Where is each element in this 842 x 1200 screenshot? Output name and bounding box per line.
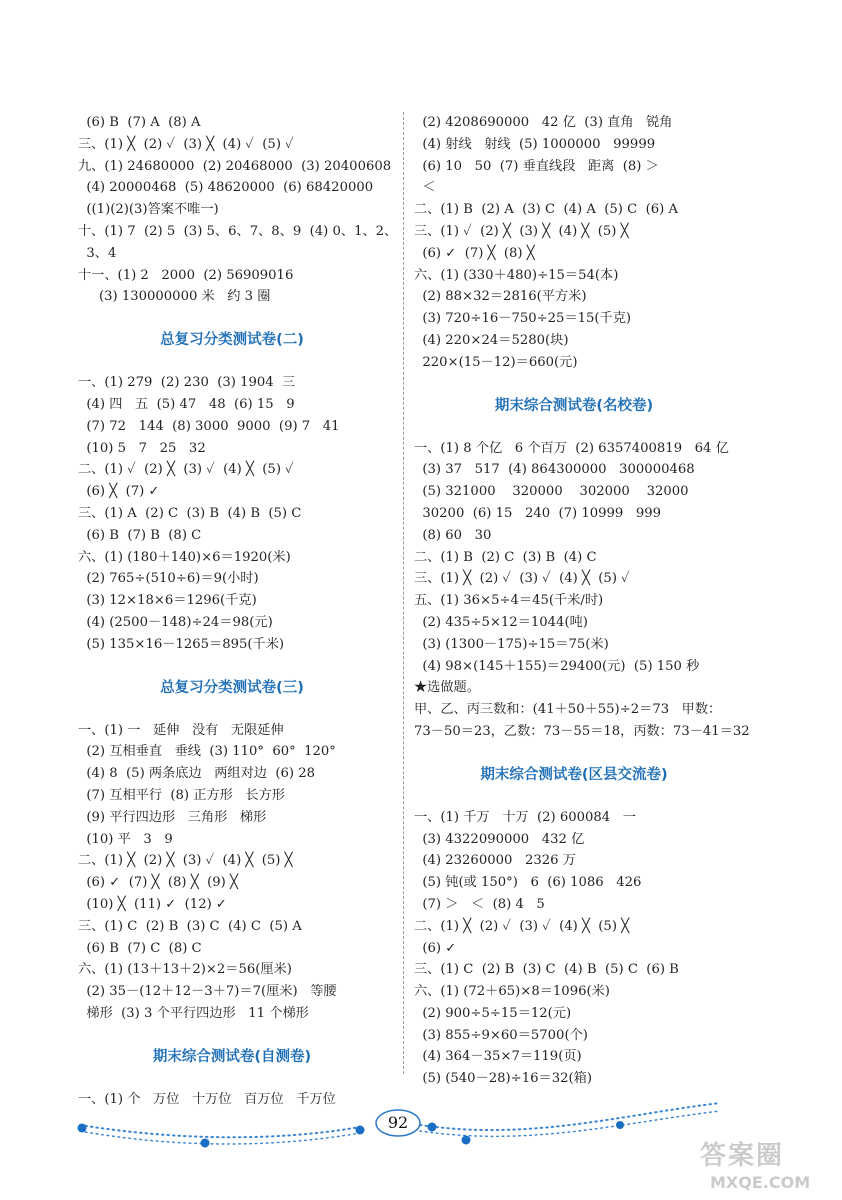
answer-line: (6) ✓ xyxy=(414,940,457,956)
answer-line: (9) 平行四边形 三角形 梯形 xyxy=(78,809,267,825)
footer-dot xyxy=(616,1121,624,1129)
answer-line: (4) 220×24＝5280(块) xyxy=(414,332,569,348)
answer-line: 六、(1) (180＋140)×6＝1920(米) xyxy=(78,549,291,565)
answer-line: 二、(1) ╳ (2) ╳ (3) ✓ (4) ╳ (5) ╳ xyxy=(78,853,293,869)
answer-line: (7) 互相平行 (8) 正方形 长方形 xyxy=(78,787,285,803)
answer-line: 一、(1) 279 (2) 230 (3) 1904 三 xyxy=(78,375,296,391)
footer-dot xyxy=(201,1139,210,1148)
answer-line: ★选做题。 xyxy=(414,680,480,696)
page-number: 92 xyxy=(387,1113,409,1132)
section-heading: 总复习分类测试卷(二) xyxy=(160,332,304,349)
section-heading: 期末综合测试卷(自测卷) xyxy=(152,1048,312,1065)
answer-line: 三、(1) A (2) C (3) B (4) B (5) C xyxy=(78,505,302,521)
answer-line: (6) B (7) C (8) C xyxy=(78,940,202,956)
answer-line: 三、(1) ╳ (2) ✓ (3) ╳ (4) ✓ (5) ✓ xyxy=(78,136,294,152)
answer-line: (2) 435÷5×12＝1044(吨) xyxy=(414,614,588,630)
answer-line: (4) (2500－148)÷24＝98(元) xyxy=(78,614,273,630)
answer-line: (5) 135×16－1265＝895(千米) xyxy=(78,636,285,652)
site-watermark xyxy=(700,1140,840,1200)
answer-line: (8) 60 30 xyxy=(414,527,492,543)
answer-line: (3) 37 517 (4) 864300000 300000468 xyxy=(414,462,695,478)
footer-dot xyxy=(356,1126,365,1135)
answer-line: (2) 35－(12＋12－3＋7)＝7(厘米) 等腰 xyxy=(78,984,337,1000)
answer-line: (2) 4208690000 42 亿 (3) 直角 锐角 xyxy=(414,115,673,130)
answer-line: 五、(1) 36×5÷4＝45(千米/时) xyxy=(414,593,604,609)
answer-line: (6) ✓ (7) ╳ (8) ╳ xyxy=(414,245,535,261)
answer-line: 甲、乙、丙三数和：(41＋50＋55)÷2＝73 甲数： xyxy=(414,702,722,718)
answer-line: (4) 20000468 (5) 48620000 (6) 68420000 xyxy=(78,180,374,196)
answer-line: (4) 四 五 (5) 47 48 (6) 15 9 xyxy=(78,396,295,412)
answer-line: 三、(1) C (2) B (3) C (4) B (5) C (6) B xyxy=(414,962,679,978)
answer-line: (4) 射线 射线 (5) 1000000 99999 xyxy=(414,136,656,152)
answer-line: (4) 8 (5) 两条底边 两组对边 (6) 28 xyxy=(78,766,316,782)
answer-line: (3) 720÷16－750÷25＝15(千克) xyxy=(414,311,632,327)
section-heading: 期末综合测试卷(名校卷) xyxy=(494,397,654,414)
answer-line: 三、(1) ✓ (2) ╳ (3) ╳ (4) ╳ (5) ╳ xyxy=(414,223,629,239)
section-heading: 期末综合测试卷(区县交流卷) xyxy=(480,766,668,783)
answer-line: 一、(1) 个 万位 十万位 百万位 千万位 xyxy=(78,1091,336,1107)
answer-line: 六、(1) (330＋480)÷15＝54(本) xyxy=(414,267,619,283)
answer-line: 三、(1) ╳ (2) ✓ (3) ✓ (4) ╳ (5) ✓ xyxy=(414,571,630,587)
answer-line: (5) 钝(或 150°) 6 (6) 1086 426 xyxy=(414,875,642,891)
answer-line: (5) (540－28)÷16＝32(箱) xyxy=(414,1071,592,1087)
answer-line: (10) 5 7 25 32 xyxy=(78,440,206,456)
answer-line: (4) 23260000 2326 万 xyxy=(414,853,576,869)
section-heading: 总复习分类测试卷(三) xyxy=(160,679,304,696)
answer-line: 一、(1) 一 延伸 没有 无限延伸 xyxy=(78,722,284,738)
answer-line: (3) (1300－175)÷15＝75(米) xyxy=(414,636,609,652)
answer-line: 二、(1) ✓ (2) ╳ (3) ✓ (4) ╳ (5) ✓ xyxy=(78,462,294,478)
right-answer-column xyxy=(414,112,750,1090)
answer-line: (10) 平 3 9 xyxy=(78,831,173,847)
left-answer-column xyxy=(78,112,396,1110)
answer-line: (6) B (7) A (8) A xyxy=(78,115,201,130)
answer-line: (6) ╳ (7) ✓ xyxy=(78,484,160,500)
column-divider xyxy=(403,112,404,1074)
answer-line: (6) ✓ (7) ╳ (8) ╳ (9) ╳ xyxy=(78,875,238,891)
watermark-logo-text: 答案圈 xyxy=(700,1141,785,1171)
answer-line: 十、(1) 7 (2) 5 (3) 5、6、7、8、9 (4) 0、1、2、 xyxy=(78,223,398,239)
answer-line: 六、(1) (72＋65)×8＝1096(米) xyxy=(414,984,610,1000)
answer-line: (10) ╳ (11) ✓ (12) ✓ xyxy=(78,896,227,912)
footer-dot xyxy=(462,1136,471,1145)
answer-line: 一、(1) 千万 十万 (2) 600084 一 xyxy=(414,809,636,825)
answer-line: (2) 900÷5÷15＝12(元) xyxy=(414,1005,572,1021)
answer-line: (3) 12×18×6＝1296(千克) xyxy=(78,593,257,609)
answer-line: 3、4 xyxy=(78,245,117,261)
answer-line: (2) 互相垂直 垂线 (3) 110° 60° 120° xyxy=(78,744,336,760)
watermark-url: MXQE.COM xyxy=(710,1173,811,1192)
answer-line: 73－50＝23，乙数：73－55＝18，丙数：73－41＝32 xyxy=(414,723,750,739)
answer-line: (7) ＞ ＜ (8) 4 5 xyxy=(414,896,545,912)
answer-line: 六、(1) (13＋13＋2)×2＝56(厘米) xyxy=(78,962,292,978)
answer-line: (6) B (7) B (8) C xyxy=(78,527,202,543)
answer-line: 一、(1) 8 个亿 6 个百万 (2) 6357400819 64 亿 xyxy=(414,440,729,456)
answer-line: (2) 765÷(510÷6)＝9(小时) xyxy=(78,571,259,587)
answer-line: 九、(1) 24680000 (2) 20468000 (3) 20400608 xyxy=(78,158,392,174)
answer-line: 三、(1) C (2) B (3) C (4) C (5) A xyxy=(78,918,302,934)
answer-line: 十一、(1) 2 2000 (2) 56909016 xyxy=(78,267,294,283)
answer-line: (2) 88×32＝2816(平方米) xyxy=(414,289,587,305)
answer-line: (4) 364－35×7＝119(页) xyxy=(414,1049,582,1065)
answer-line: 二、(1) ╳ (2) ✓ (3) ✓ (4) ╳ (5) ╳ xyxy=(414,918,630,934)
answer-line: 二、(1) B (2) A (3) C (4) A (5) C (6) A xyxy=(414,202,678,218)
answer-line: 梯形 (3) 3 个平行四边形 11 个梯形 xyxy=(78,1005,309,1021)
answer-line: ((1)(2)(3)答案不唯一) xyxy=(78,202,219,218)
answer-line: (3) 4322090000 432 亿 xyxy=(414,831,585,847)
answer-line: (3) 855÷9×60＝5700(个) xyxy=(414,1027,588,1043)
footer-dot xyxy=(78,1124,87,1133)
answer-line: (5) 321000 320000 302000 32000 xyxy=(414,484,689,500)
answer-line: 二、(1) B (2) C (3) B (4) C xyxy=(414,549,597,565)
answer-line: 30200 (6) 15 240 (7) 10999 999 xyxy=(414,505,662,521)
answer-line: (7) 72 144 (8) 3000 9000 (9) 7 41 xyxy=(78,418,340,434)
answer-line: (6) 10 50 (7) 垂直线段 距离 (8) ＞ xyxy=(414,158,659,174)
answer-line: (3) 130000000 米 约 3 圈 xyxy=(78,289,271,305)
answer-line: (4) 98×(145＋155)＝29400(元) (5) 150 秒 xyxy=(414,658,700,674)
answer-line: 220×(15－12)＝660(元) xyxy=(414,354,578,370)
answer-line: ＜ xyxy=(414,180,436,196)
footer-dot xyxy=(428,1123,437,1132)
